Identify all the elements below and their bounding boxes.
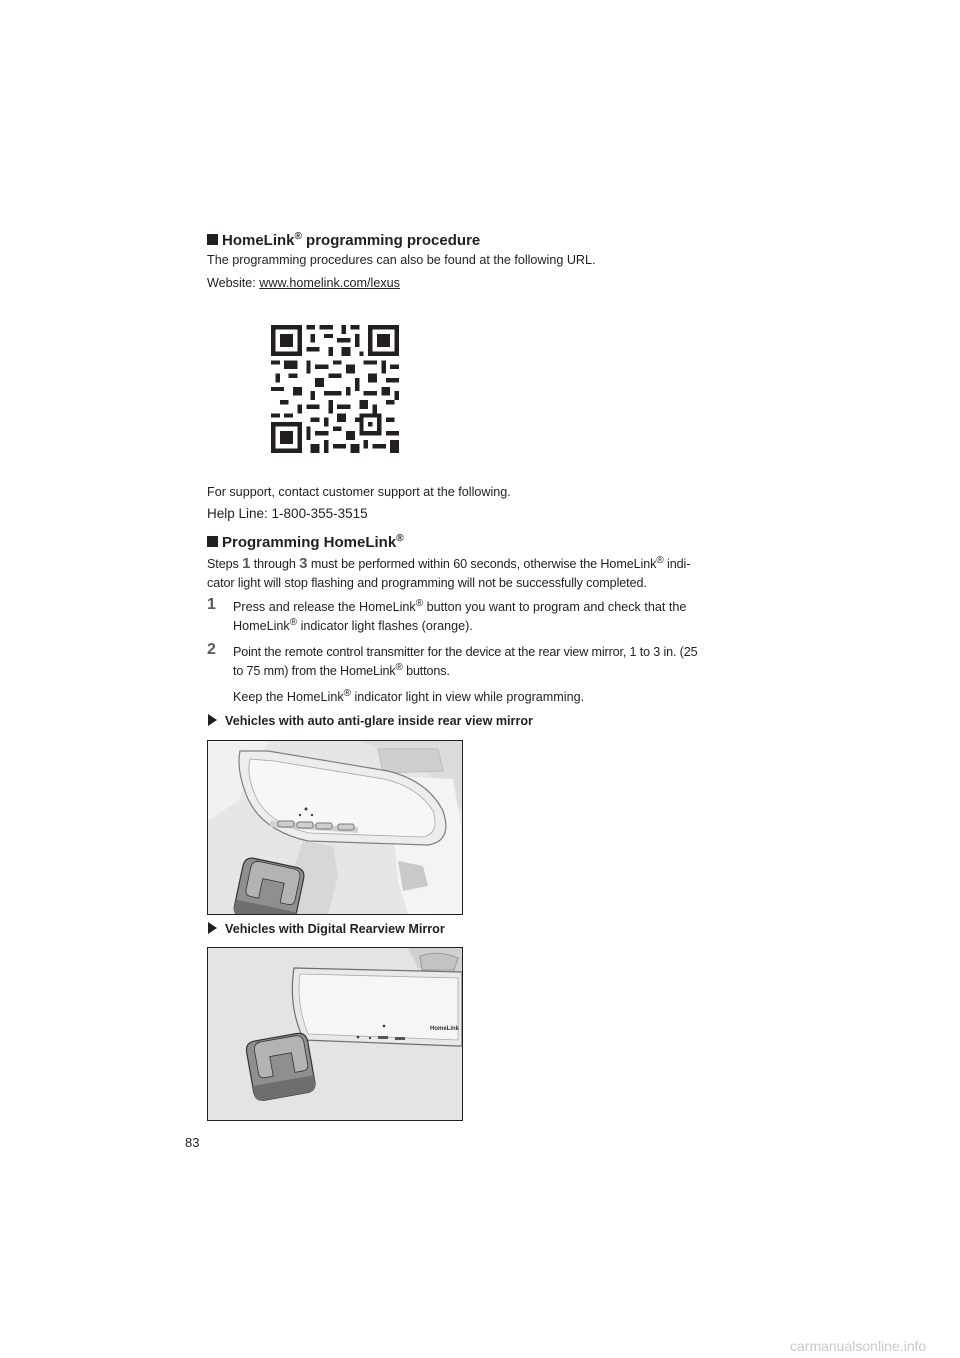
programming-intro: Steps 1 through 3 must be performed within 60 seconds, otherwise the HomeLink® indi- cator light will stop flashing and programming will not be successfully completed. bbox=[207, 554, 691, 590]
footer-watermark: carmanualsonline.info bbox=[790, 1338, 927, 1354]
square-bullet-icon bbox=[207, 234, 218, 245]
illustration-auto-anti-glare-mirror bbox=[207, 740, 463, 915]
step-2-note: Keep the HomeLink® indicator light in view while programming. bbox=[233, 687, 585, 704]
helpline: Help Line: 1-800-355-3515 bbox=[207, 506, 368, 521]
step-2-text: Point the remote control transmitter for the device at the rear view mirror, 1 to 3 in. (25 to 75 mm) from the HomeLink® buttons. bbox=[233, 645, 698, 678]
section-heading-programming-homelink: Programming HomeLink® bbox=[207, 534, 404, 551]
step-1-number: 1 bbox=[207, 596, 216, 613]
step-1-text: Press and release the HomeLink® button you want to program and check that the HomeLink® indicator light flashes (orange). bbox=[233, 597, 687, 633]
support-text: For support, contact customer support at the following. bbox=[207, 485, 511, 499]
helpline-number: 1-800-355-3515 bbox=[271, 506, 368, 521]
mirror-homelink-label: HomeLink bbox=[430, 1026, 460, 1032]
homelink-website-link[interactable]: www.homelink.com/lexus bbox=[259, 276, 400, 290]
step-2-number: 2 bbox=[207, 641, 216, 658]
square-bullet-icon bbox=[207, 536, 218, 547]
variant-auto-anti-glare-heading: Vehicles with auto anti-glare inside rear view mirror bbox=[208, 714, 533, 728]
procedure-intro: The programming procedures can also be found at the following URL. bbox=[207, 253, 596, 267]
page-number: 83 bbox=[185, 1135, 200, 1150]
illustration-digital-rearview-mirror bbox=[207, 947, 463, 1121]
variant-digital-mirror-heading: Vehicles with Digital Rearview Mirror bbox=[208, 922, 445, 936]
triangle-bullet-icon bbox=[208, 714, 217, 726]
qr-code bbox=[271, 325, 399, 453]
triangle-bullet-icon bbox=[208, 922, 217, 934]
section-heading-homelink-procedure: HomeLink® programming procedure bbox=[207, 232, 480, 249]
website-line: Website: www.homelink.com/lexus bbox=[207, 276, 400, 290]
